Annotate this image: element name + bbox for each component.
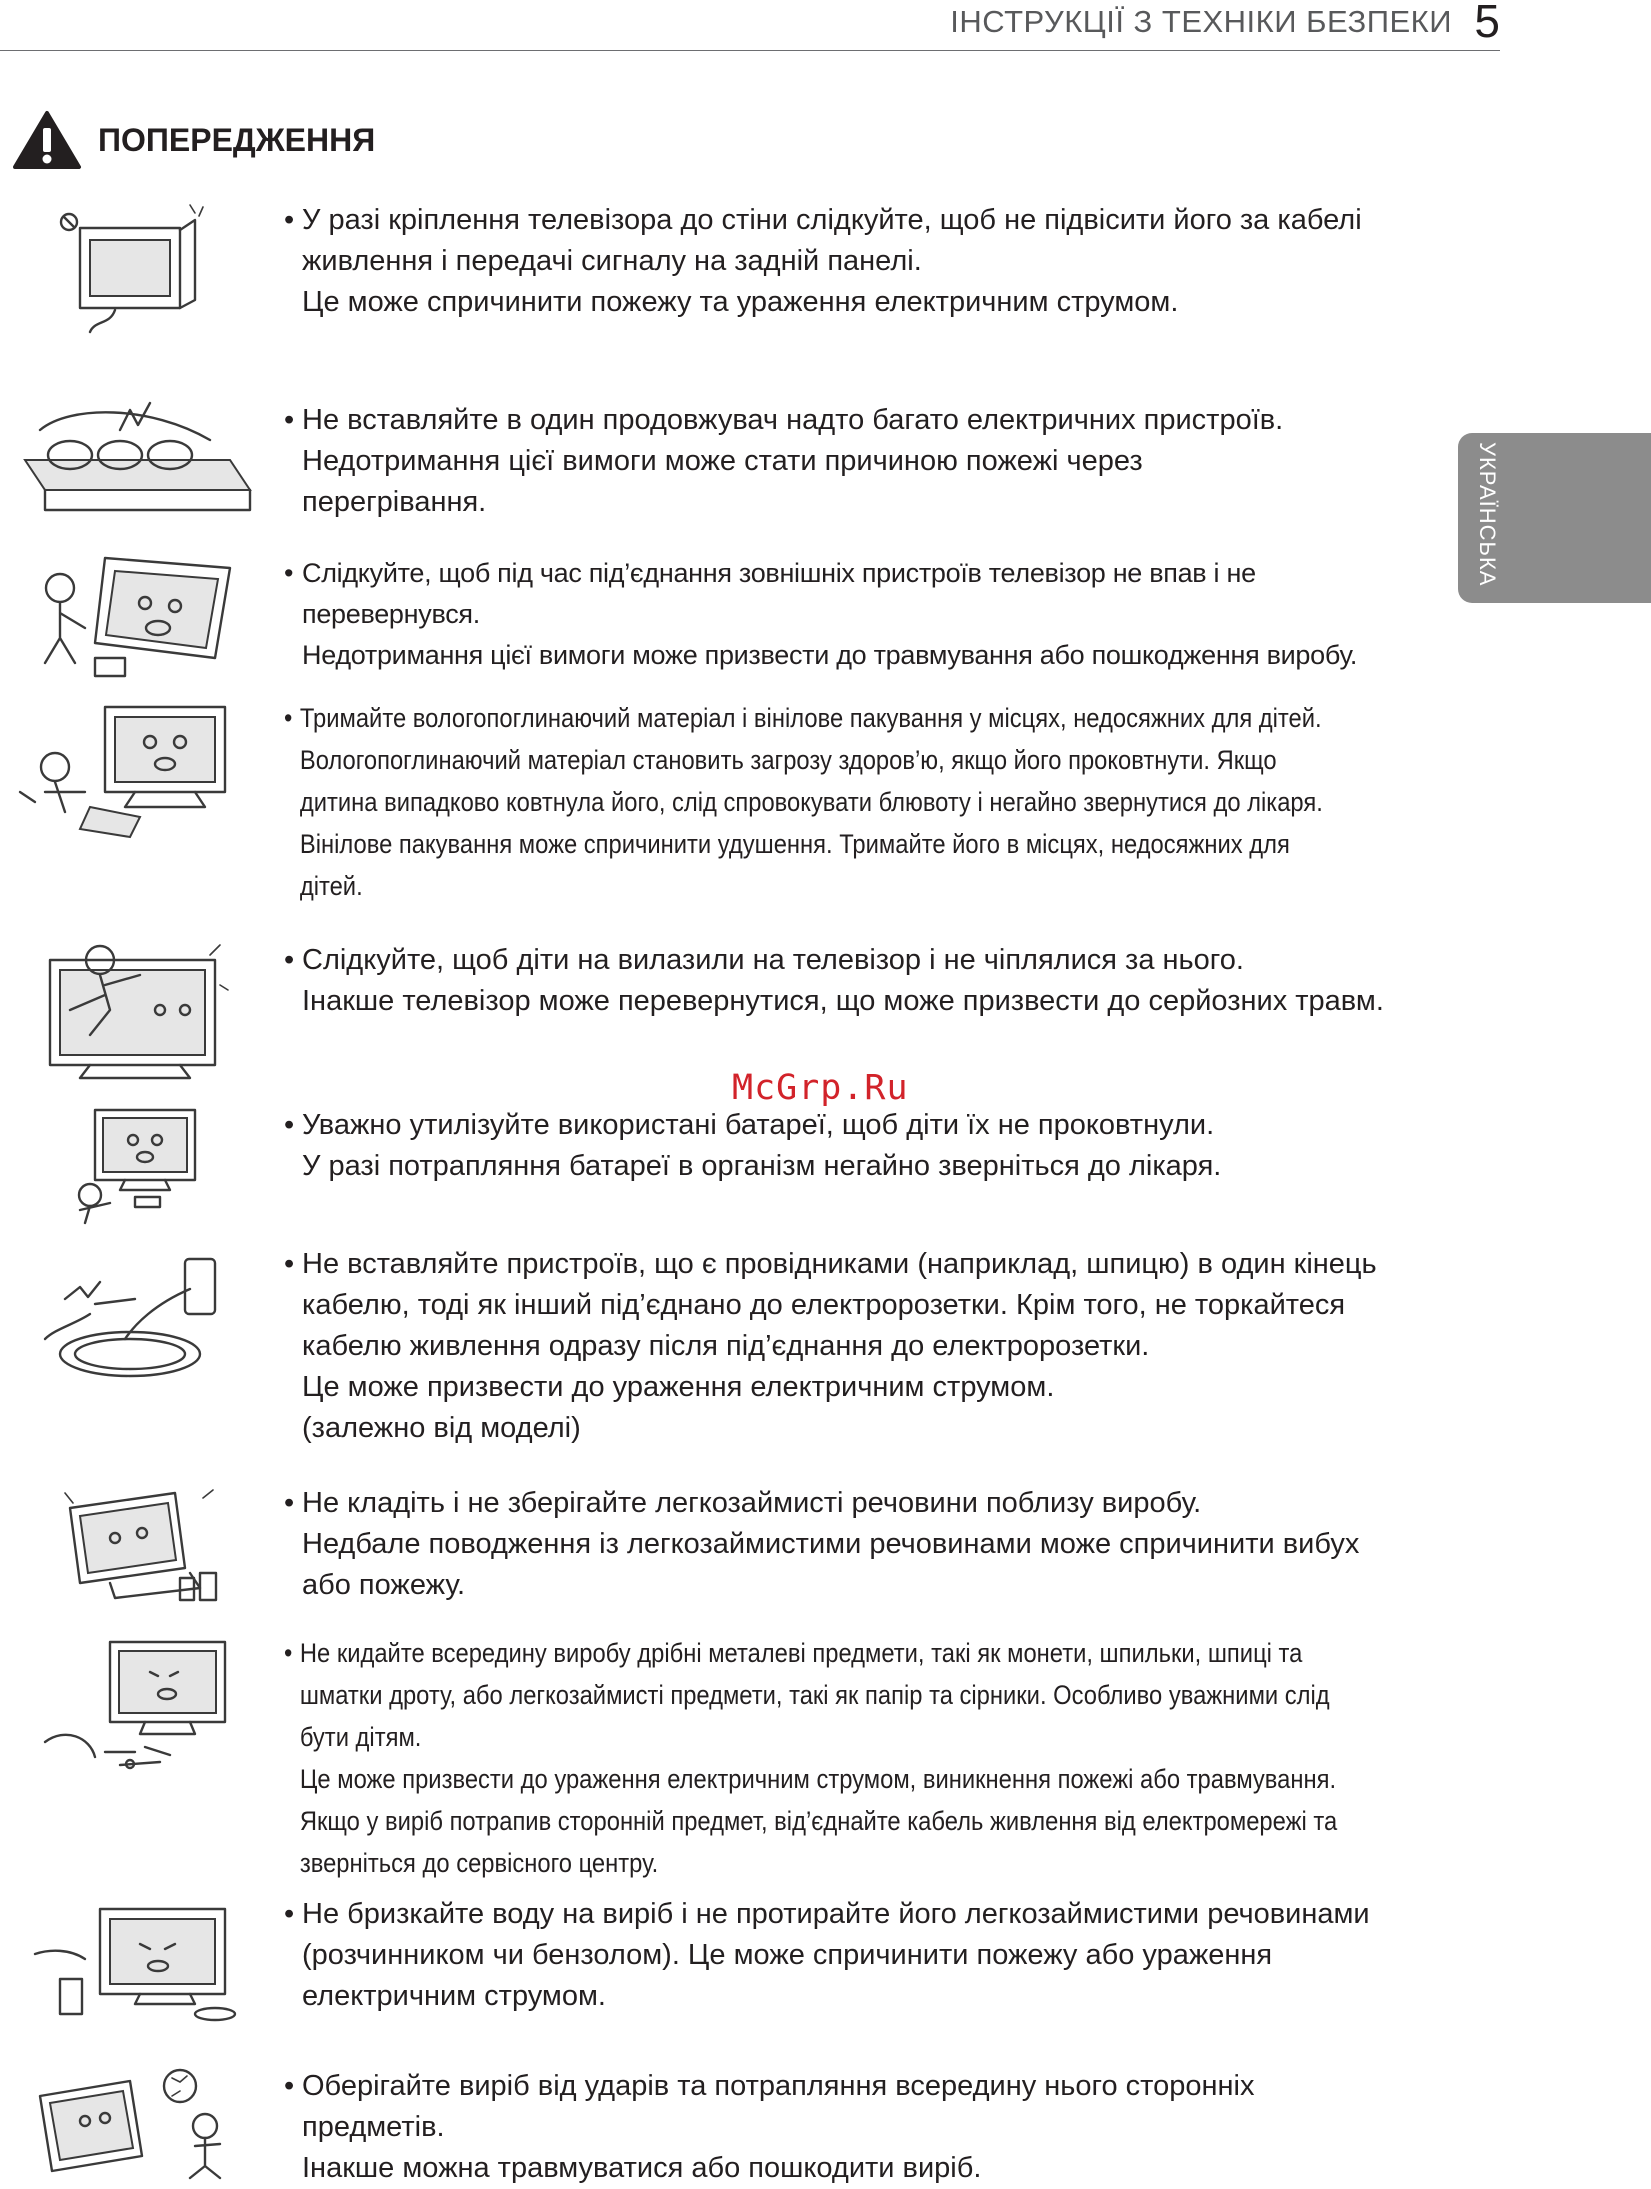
- watermark: McGrp.Ru: [732, 1068, 909, 1108]
- warning-heading: [12, 110, 375, 170]
- bullet-icon: •: [284, 558, 294, 588]
- water-spray-tv-icon: [30, 1894, 240, 2024]
- flammable-near-tv-icon: [50, 1483, 230, 1608]
- item-text: • Уважно утилізуйте використані батареї, щоб діти їх не проковтнули. У разі потрапляння батареї в організм негайно зверніться до лікаря.: [284, 1105, 1464, 1187]
- bullet-icon: •: [284, 1109, 295, 1141]
- child-climbing-tv-icon: [30, 940, 230, 1080]
- page-number: 5: [1474, 0, 1500, 47]
- item-text: • Слідкуйте, щоб діти на вилазили на телевізор і не чіплялися за нього. Інакше телевізор може перевернутися, що може призвести до серйозних травм.: [284, 940, 1464, 1022]
- child-packaging-icon: [10, 697, 250, 842]
- bullet-icon: •: [284, 703, 293, 733]
- tv-falling-child-icon: [30, 553, 250, 683]
- item-text: • Не вставляйте пристроїв, що є провідниками (наприклад, шпицю) в один кінець кабелю, тоді як інший під’єднано до електророзетки. Крім того, не торкайтеся кабелю живлення одразу після під’єднання до електророзетки. Це може призвести до ураження електричним струмом. (залежно від моделі): [284, 1244, 1464, 1449]
- bullet-icon: •: [284, 2070, 295, 2102]
- bullet-icon: •: [284, 1487, 295, 1519]
- battery-child-icon: [55, 1105, 225, 1225]
- bullet-icon: •: [284, 944, 295, 976]
- bullet-icon: •: [284, 1638, 293, 1668]
- item-text: • У разі кріплення телевізора до стіни слідкуйте, щоб не підвісити його за кабелі живлення і передачі сигналу на задній панелі. Це може спричинити пожежу та ураження електричним струмом.: [284, 200, 1464, 323]
- item-text: • Не вставляйте в один продовжувач надто багато електричних пристроїв. Недотримання цієї вимоги може стати причиною пожежі через перегрівання.: [284, 400, 1464, 523]
- metal-objects-tv-icon: [35, 1632, 235, 1777]
- language-tab-label: УКРАЇНСЬКА: [1475, 442, 1500, 587]
- ball-impact-tv-icon: [30, 2066, 250, 2181]
- wall-mount-cable-icon: [55, 200, 215, 335]
- power-cord-plug-icon: [35, 1244, 235, 1384]
- bullet-icon: •: [284, 204, 295, 236]
- power-strip-overload-icon: [10, 400, 260, 520]
- item-text: • Слідкуйте, щоб під час під’єднання зовнішніх пристроїв телевізор не впав і не перевернувся. Недотримання цієї вимоги може призвести до травмування або пошкодження виробу.: [284, 553, 1464, 676]
- page-header: [0, 0, 1500, 51]
- bullet-icon: •: [284, 404, 295, 436]
- item-text: • Не кладіть і не зберігайте легкозаймисті речовини поблизу виробу. Недбале поводження із легкозаймистими речовинами може спричинити вибух або пожежу.: [284, 1483, 1464, 1606]
- warning-triangle-icon: [12, 110, 82, 170]
- bullet-icon: •: [284, 1898, 295, 1930]
- bullet-icon: •: [284, 1248, 295, 1280]
- item-text: • Тримайте вологопоглинаючий матеріал і вінілове пакування у місцях, недосяжних для дітей. Вологопоглинаючий матеріал становить загрозу здоров’ю, якщо його проковтнути. Якщо дитина випадково ковтнула його, слід спровокувати блювоту і негайно звернутися до лікаря. Вінілове пакування може спричинити удушення. Тримайте його в місцях, недосяжних для дітей.: [284, 697, 1322, 907]
- warning-title: ПОПЕРЕДЖЕННЯ: [98, 121, 376, 158]
- item-text: • Не бризкайте воду на виріб і не протирайте його легкозаймистими речовинами (розчинником чи бензолом). Це може спричинити пожежу або ураження електричним струмом.: [284, 1894, 1464, 2017]
- header-title: ІНСТРУКЦІЇ З ТЕХНІКИ БЕЗПЕКИ: [950, 4, 1452, 39]
- item-text: • Не кидайте всередину виробу дрібні металеві предмети, такі як монети, шпильки, шпиці та шматки дроту, або легкозаймисті предмети, такі як папір та сірники. Особливо уважними слід бути дітям. Це може призвести до ураження електричним струмом, виникнення пожежі або травмування. Якщо у виріб потрапив сторонній предмет, від’єднайте кабель живлення від електромережі та зверніться до сервісного центру.: [284, 1632, 1322, 1884]
- item-text: • Оберігайте виріб від ударів та потрапляння всередину нього сторонніх предметів. Інакше можна травмуватися або пошкодити виріб.: [284, 2066, 1464, 2189]
